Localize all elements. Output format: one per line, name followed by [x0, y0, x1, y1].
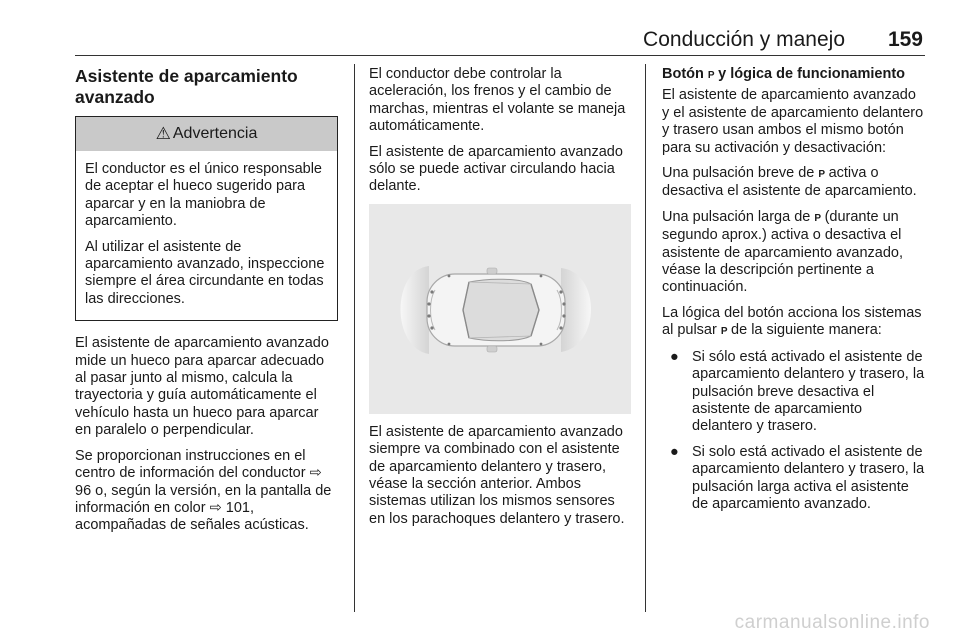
paragraph: Una pulsación larga de P (durante un segundo aprox.) activa o desactiva el asistente de aparcamiento avanzado, véase la descripción pertinente a continuación. — [662, 208, 904, 296]
parking-button-icon: P — [818, 169, 825, 181]
paragraph: El asistente de aparcamiento avanzado y el asistente de aparcamiento delantero y trasero usan ambos el mismo botón para su activación y desactivación: — [662, 87, 924, 156]
page-number: 159 — [887, 28, 923, 51]
parking-button-icon: P — [814, 212, 821, 224]
paragraph: El conductor debe controlar la aceleración, los frenos y el cambio de marchas, mientras el volante se maneja automáticamente. — [369, 66, 626, 135]
car-top-view-icon — [369, 204, 631, 414]
warning-title: Advertencia — [172, 125, 258, 143]
parking-sensor-illustration — [369, 204, 631, 414]
section-heading: Asistente de aparcamiento avanzado — [75, 66, 298, 107]
paragraph: El asistente de aparcamiento avanzado mide un hueco para aparcar adecuado al pasar junto al mismo, calcula la trayectoria y guía automáticamente el vehículo hasta un hueco para aparcar en paralelo o perpendicular. — [75, 335, 329, 439]
paragraph: La lógica del botón acciona los sistemas al pulsar P de la siguiente manera: — [662, 304, 922, 339]
warning-text-1: El conductor es el único responsable de aceptar el hueco sugerido para aparcar y en la maniobra de aparcamiento. — [85, 161, 322, 230]
list-item: ● Si sólo está activado el asistente de aparcamiento delantero y trasero, la pulsación breve desactiva el asistente de aparcamiento delantero y trasero. — [670, 348, 925, 435]
paragraph: Una pulsación breve de P activa o desactiva el asistente de aparcamiento. — [662, 165, 917, 200]
warning-text-2: Al utilizar el asistente de aparcamiento avanzado, inspeccione siempre el área circundante en todas las direcciones. — [85, 238, 325, 307]
bullet-icon: ● — [670, 443, 679, 460]
column-divider-1 — [354, 64, 355, 612]
subheading: Botón P y lógica de funcionamiento — [662, 66, 906, 82]
header-rule — [75, 55, 925, 56]
column-1 — [75, 66, 338, 543]
list-item: ● Si solo está activado el asistente de aparcamiento delantero y trasero, la pulsación larga activa el asistente de aparcamiento avanzado. — [670, 443, 925, 512]
column-divider-2 — [645, 64, 646, 612]
section-title: Conducción y manejo — [643, 28, 845, 51]
page-header — [75, 28, 925, 54]
paragraph: El asistente de aparcamiento avanzado siempre va combinado con el asistente de aparcamiento delantero y trasero, véase la sección anterior. Ambos sistemas utilizan los mismos sensores en los parachoques delantero y trasero. — [369, 423, 625, 527]
page-ref-arrow-icon[interactable]: ⇨ — [209, 499, 222, 516]
warning-box — [75, 116, 338, 321]
parking-button-icon: P — [707, 70, 715, 81]
column-2 — [369, 66, 631, 536]
page-ref-arrow-icon[interactable]: ⇨ — [309, 465, 322, 482]
parking-button-icon: P — [720, 326, 728, 338]
warning-triangle-icon: ⚠ — [155, 124, 171, 144]
watermark: carmanualsonline.info — [734, 612, 930, 633]
bullet-icon: ● — [670, 348, 679, 365]
warning-body — [76, 151, 337, 320]
bullet-list — [662, 349, 926, 514]
warning-header — [76, 117, 337, 151]
column-3 — [662, 66, 926, 521]
paragraph-with-refs: Se proporcionan instrucciones en el centro de información del conductor ⇨ 96 o, según la versión, en la pantalla de información en color ⇨ 101, acompañadas de señales acústicas. — [75, 447, 332, 534]
paragraph: El asistente de aparcamiento avanzado sólo se puede activar circulando hacia delante. — [369, 143, 623, 195]
